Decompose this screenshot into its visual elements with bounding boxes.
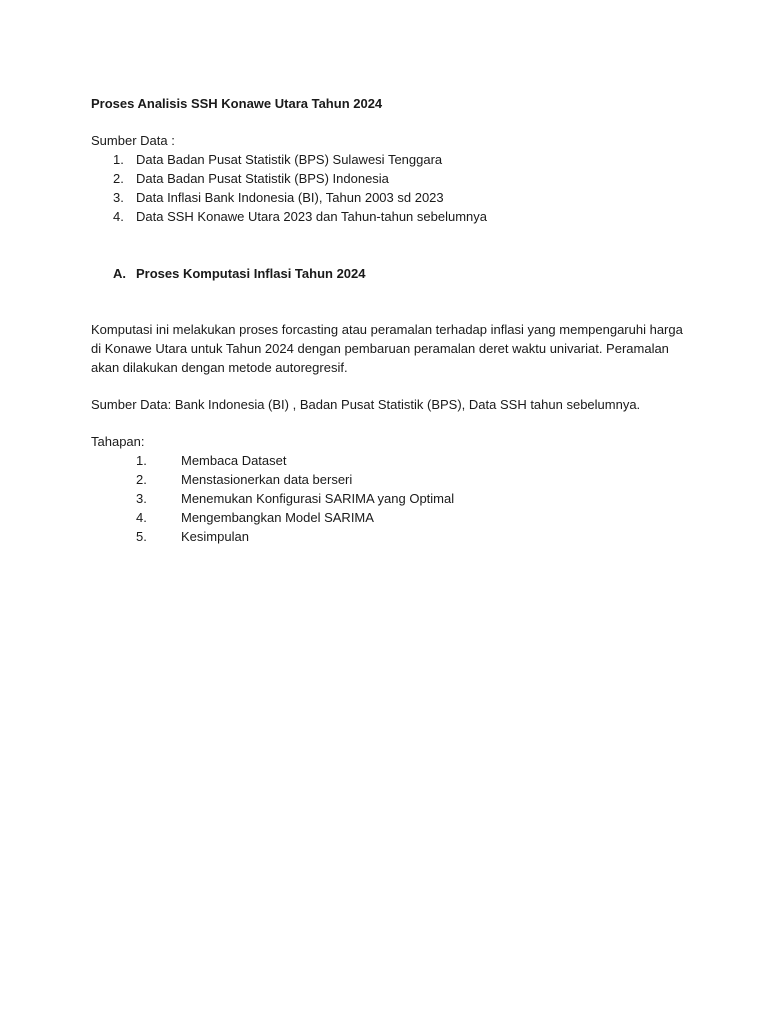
list-item-number: 5.	[136, 529, 147, 544]
sources-list	[91, 150, 701, 226]
description-paragraph: Komputasi ini melakukan proses forcasting atau peramalan terhadap inflasi yang mempengaruhi harga di Konawe Utara untuk Tahun 2024 dengan pembaruan peramalan deret waktu univariat. Peramalan akan dilakukan dengan metode autoregresif.	[91, 322, 683, 375]
list-item-number: 1.	[136, 453, 147, 468]
list-item-text: Data SSH Konawe Utara 2023 dan Tahun-tahun sebelumnya	[136, 209, 487, 224]
list-item	[91, 470, 701, 489]
list-item	[91, 207, 701, 226]
list-item	[91, 508, 701, 527]
list-item	[91, 188, 701, 207]
section-letter: A.	[113, 266, 126, 281]
list-item-text: Mengembangkan Model SARIMA	[181, 510, 374, 525]
sources-label: Sumber Data :	[91, 133, 175, 148]
list-item-text: Data Inflasi Bank Indonesia (BI), Tahun 2003 sd 2023	[136, 190, 444, 205]
list-item	[91, 527, 701, 546]
steps-label: Tahapan:	[91, 434, 145, 449]
list-item-text: Menstasionerkan data berseri	[181, 472, 353, 487]
list-item-number: 2.	[113, 171, 124, 186]
steps-list	[91, 451, 701, 546]
list-item	[91, 150, 701, 169]
section-heading-text: Proses Komputasi Inflasi Tahun 2024	[136, 266, 366, 281]
list-item-number: 2.	[136, 472, 147, 487]
list-item	[91, 451, 701, 470]
list-item-text: Data Badan Pusat Statistik (BPS) Indonesia	[136, 171, 389, 186]
section-a-heading	[91, 264, 701, 283]
list-item-text: Data Badan Pusat Statistik (BPS) Sulawesi Tenggara	[136, 152, 443, 167]
list-item-text: Membaca Dataset	[181, 453, 287, 468]
list-item-text: Menemukan Konfigurasi SARIMA yang Optimal	[181, 491, 455, 506]
list-item-text: Kesimpulan	[181, 529, 249, 544]
list-item	[91, 169, 701, 188]
list-item-number: 1.	[113, 152, 124, 167]
list-item-number: 3.	[136, 491, 147, 506]
list-item-number: 4.	[136, 510, 147, 525]
document-page	[91, 94, 701, 546]
source-line: Sumber Data: Bank Indonesia (BI) , Badan Pusat Statistik (BPS), Data SSH tahun sebelumnya.	[91, 397, 641, 412]
list-item-number: 4.	[113, 209, 124, 224]
list-item	[91, 489, 701, 508]
document-title: Proses Analisis SSH Konawe Utara Tahun 2024	[91, 96, 383, 111]
list-item-number: 3.	[113, 190, 124, 205]
